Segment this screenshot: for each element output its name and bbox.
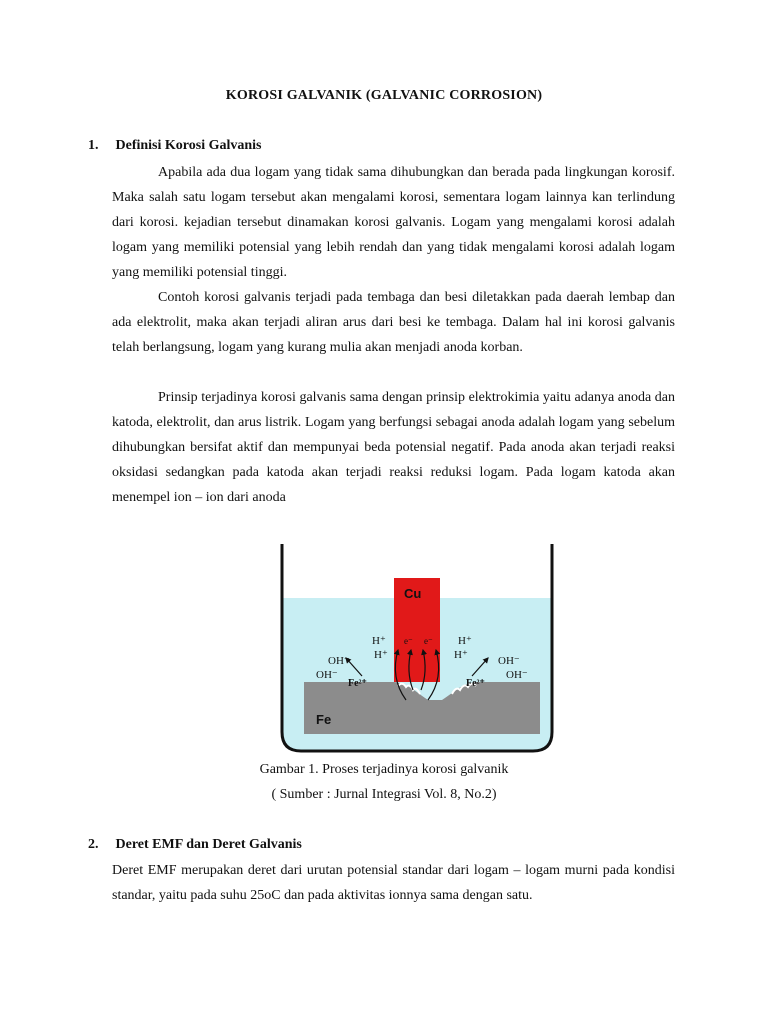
page-title: KOROSI GALVANIK (GALVANIC CORROSION): [225, 88, 543, 103]
section-2-title: Deret EMF dan Deret Galvanis: [115, 837, 302, 852]
galvanic-corrosion-figure: [276, 540, 558, 758]
label-fe2-plus-right: Fe²⁺: [466, 678, 485, 689]
section-2-number: 2.: [88, 837, 99, 852]
paragraph-1: Apabila ada dua logam yang tidak sama dihubungkan dan berada pada lingkungan korosif. Maka salah satu logam tersebut akan mengalami korosi, sementara logam lainnya kan terlindung dari korosi. kejadian tersebut dinamakan korosi galvanis. Logam yang mengalami korosi adalah logam yang memiliki potensial yang lebih rendah dan yang tidak mengalami korosi adalah logam yang memiliki potensial tinggi.: [112, 165, 675, 280]
label-oh-minus-left-1: OH⁻: [328, 655, 350, 667]
section-1-title: Definisi Korosi Galvanis: [115, 138, 262, 153]
section-2-heading: [88, 837, 302, 853]
label-h-plus-left-1: H⁺: [372, 635, 386, 647]
label-oh-minus-right-1: OH⁻: [498, 655, 520, 667]
paragraph-4: Deret EMF merupakan deret dari urutan potensial standar dari logam – logam murni pada kondisi standar, yaitu pada suhu 25oC dan pada aktivitas ionnya sama dengan satu.: [112, 863, 675, 903]
section-1-heading: [88, 138, 261, 154]
paragraph-2: Contoh korosi galvanis terjadi pada tembaga dan besi diletakkan pada daerah lembap dan ada elektrolit, maka akan terjadi aliran arus dari besi ke tembaga. Dalam hal ini korosi galvanis telah berlangsung, logam yang kurang mulia akan menjadi anoda korban.: [112, 290, 675, 355]
section-1-number: 1.: [88, 138, 99, 153]
paragraph-3: Prinsip terjadinya korosi galvanis sama dengan prinsip elektrokimia yaitu adanya anoda dan katoda, elektrolit, dan arus listrik. Logam yang berfungsi sebagai anoda adalah logam yang sebelum dihubungkan bersifat aktif dan mempunyai beda potensial negatif. Pada anoda akan terjadi reaksi oksidasi sedangkan pada katoda akan terjadi reaksi reduksi logam. Pada logam katoda akan menempel ion – ion dari anoda: [112, 390, 675, 505]
label-electron-2: e⁻: [424, 636, 433, 646]
label-fe: Fe: [316, 712, 332, 727]
label-oh-minus-left-2: OH⁻: [316, 669, 338, 681]
figure-source: ( Sumber : Jurnal Integrasi Vol. 8, No.2): [271, 787, 497, 802]
label-cu: Cu: [404, 586, 422, 601]
figure-caption: Gambar 1. Proses terjadinya korosi galvanik: [259, 762, 509, 777]
label-fe2-plus-left: Fe²⁺: [348, 678, 367, 689]
label-h-plus-left-2: H⁺: [374, 649, 388, 661]
label-oh-minus-right-2: OH⁻: [506, 669, 528, 681]
label-h-plus-right-2: H⁺: [454, 649, 468, 661]
label-h-plus-right-1: H⁺: [458, 635, 472, 647]
label-electron-1: e⁻: [404, 636, 413, 646]
